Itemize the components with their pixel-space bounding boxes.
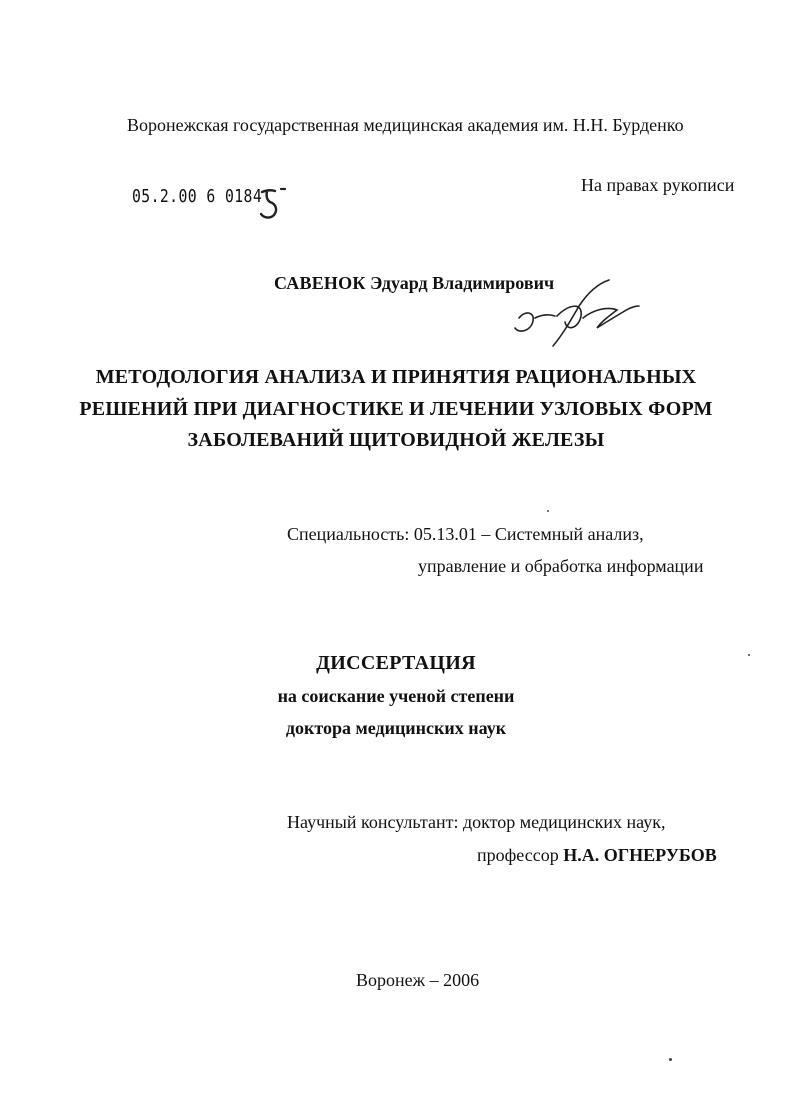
- handwritten-digit-mark-icon: [258, 182, 288, 224]
- consultant-name-line: [477, 846, 717, 864]
- handwritten-signature-icon: [505, 276, 645, 356]
- consultant-name: Н.А. ОГНЕРУБОВ: [563, 845, 717, 865]
- scan-speck: [748, 654, 750, 656]
- title-line: РЕШЕНИЙ ПРИ ДИАГНОСТИКЕ И ЛЕЧЕНИИ УЗЛОВЫХ ФОРМ: [79, 398, 713, 420]
- specialty-line: Специальность: 05.13.01 – Системный анализ,: [287, 524, 644, 544]
- consultant-line: Научный консультант: доктор медицинских наук,: [287, 812, 666, 832]
- manuscript-rights-note: На правах рукописи: [581, 175, 735, 195]
- degree-line: доктора медицинских наук: [285, 718, 507, 738]
- author-surname: САВЕНОК: [274, 273, 366, 293]
- degree-line: на соискание ученой степени: [277, 686, 515, 706]
- title-line: ЗАБОЛЕВАНИЙ ЩИТОВИДНОЙ ЖЕЛЕЗЫ: [187, 429, 605, 451]
- consultant-rank: профессор: [477, 845, 559, 865]
- city-year: Воронеж – 2006: [356, 970, 480, 990]
- specialty-line: управление и обработка информации: [418, 556, 704, 576]
- scan-speck: [669, 1058, 672, 1061]
- author-given-names: Эдуард Владимирович: [370, 273, 555, 293]
- scan-speck: [547, 510, 549, 512]
- catalog-code: 05.2.00 6 0184: [132, 186, 263, 207]
- dissertation-heading: ДИССЕРТАЦИЯ: [316, 652, 476, 674]
- title-line: МЕТОДОЛОГИЯ АНАЛИЗА И ПРИНЯТИЯ РАЦИОНАЛЬНЫХ: [95, 366, 697, 388]
- institution-name: Воронежская государственная медицинская академия им. Н.Н. Бурденко: [127, 115, 684, 135]
